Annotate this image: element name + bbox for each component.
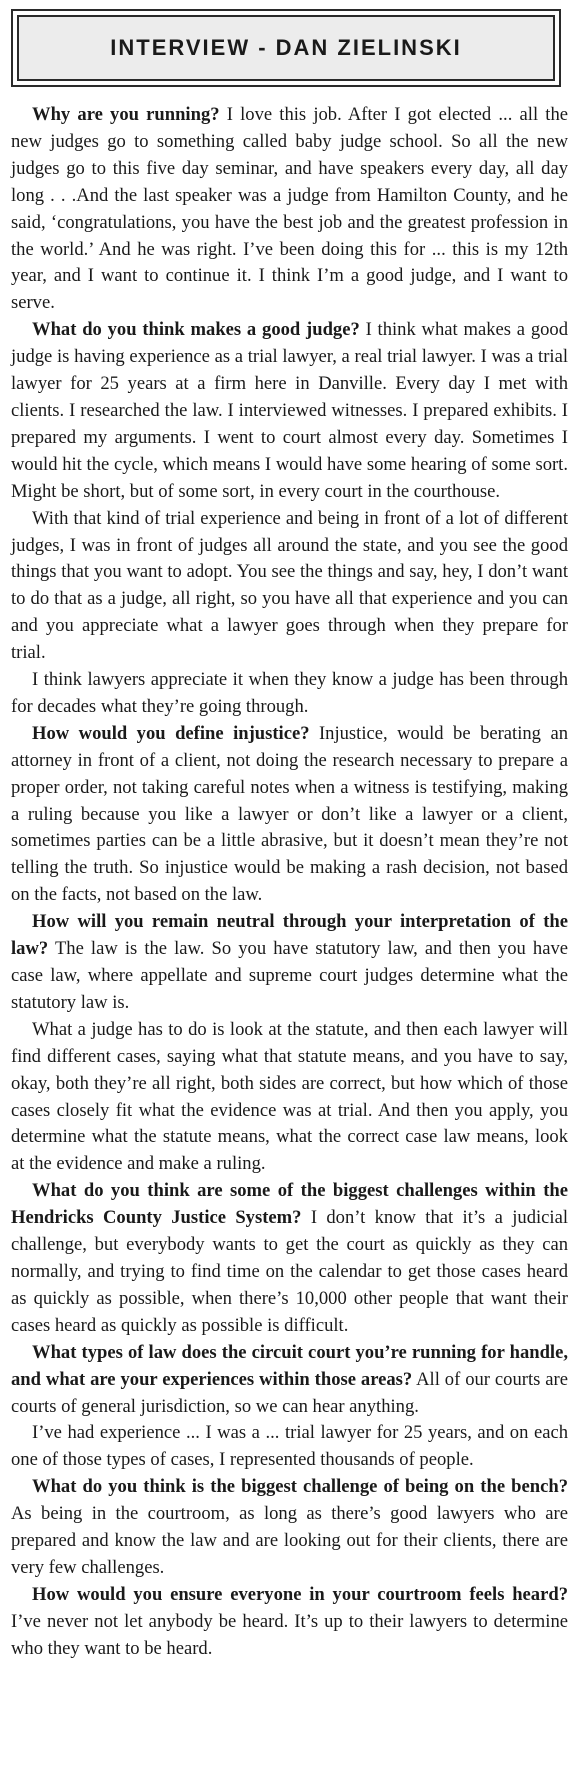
question: What do you think are some of the biggest challenges within the Hendricks County Justice System? <box>11 1180 568 1229</box>
question: What do you think is the biggest challenge of being on the bench? <box>32 1476 568 1498</box>
paragraph <box>11 1474 568 1582</box>
question: What types of law does the circuit court you’re running for handle, and what are your experiences within those areas? <box>11 1341 568 1390</box>
answer: I think what makes a good judge is having experience as a trial lawyer, a real trial lawyer. I was a trial lawyer for 25 years at a firm here in Danville. Every day I met with clients. I researched the law. I interviewed witnesses. I prepared exhibits. I prepared my arguments. I went to court almost every day. Sometimes I would hit the cycle, which means I would have some hearing of some sort. Might be short, but of some sort, in every court in the courthouse. <box>11 319 569 502</box>
answer: All of our courts are courts of general jurisdiction, so we can hear anything. <box>11 1368 568 1417</box>
paragraph <box>11 1582 568 1663</box>
paragraph <box>11 1178 568 1339</box>
answer: I’ve had experience ... I was a ... trial lawyer for 25 years, and on each one of those types of cases, I represented thousands of people. <box>11 1422 568 1471</box>
question: What do you think makes a good judge? <box>32 319 360 341</box>
answer: With that kind of trial experience and being in front of a lot of different judges, I was in front of judges all around the state, and you see the good things that you want to adopt. You see the things and say, hey, I don’t want to do that as a judge, all right, so you have all that experience and you can and you appreciate what a lawyer goes through when they prepare for trial. <box>11 507 568 664</box>
answer: Injustice, would be berating an attorney in front of a client, not doing the research necessary to prepare a proper order, not taking careful notes when a witness is testifying, making a ruling because you like a lawyer or don’t like a lawyer or a client, sometimes parties can be a little abrasive, but it doesn’t mean they’re not telling the truth. So injustice would be making a rash decision, not based on the facts, not based on the law. <box>11 722 568 906</box>
paragraph <box>11 1340 568 1421</box>
paragraph <box>11 317 568 505</box>
paragraph <box>11 721 568 909</box>
answer: I’ve never not let anybody be heard. It’s up to their lawyers to determine who they want to be heard. <box>11 1610 568 1659</box>
answer: As being in the courtroom, as long as there’s good lawyers who are prepared and know the law and are looking out for their clients, there are very few challenges. <box>11 1503 568 1578</box>
article-title: INTERVIEW - DAN ZIELINSKI <box>110 35 462 60</box>
answer: I don’t know that it’s a judicial challenge, but everybody wants to get the court as quickly as they can normally, and trying to find time on the calendar to get those cases heard as quickly as possible, when there’s 10,000 other people that want their cases heard as quickly as possible is difficult. <box>11 1207 568 1336</box>
paragraph <box>11 909 568 1017</box>
title-box <box>11 9 561 87</box>
article-body <box>11 102 568 1663</box>
paragraph <box>11 667 568 721</box>
question: Why are you running? <box>32 104 220 125</box>
paragraph <box>11 1420 568 1474</box>
paragraph <box>11 1017 568 1178</box>
question: How will you remain neutral through your interpretation of the law? <box>11 911 568 960</box>
answer: I think lawyers appreciate it when they know a judge has been through for decades what they’re going through. <box>11 669 568 717</box>
title-inner-box <box>17 15 555 81</box>
answer: What a judge has to do is look at the statute, and then each lawyer will find different cases, saying what that statute means, and you have to say, okay, both they’re all right, both sides are correct, but how which of those cases closely fit what the evidence was at trial. And then you apply, you determine what the statute means, what the correct case law means, look at the evidence and make a ruling. <box>11 1018 568 1175</box>
answer: I love this job. After I got elected ... all the new judges go to something called baby judge school. So all the new judges go to this five day seminar, and have speakers every day, all day long . . .And the last speaker was a judge from Hamilton County, and he said, ‘congratulations, you have the best job and the greatest profession in the world.’ And he was right. I’ve been doing this for ... this is my 12th year, and I want to continue it. I think I’m a good judge, and I want to serve. <box>11 104 568 314</box>
question: How would you define injustice? <box>32 722 310 744</box>
paragraph <box>11 102 568 317</box>
paragraph <box>11 506 568 667</box>
question: How would you ensure everyone in your courtroom feels heard? <box>32 1583 568 1605</box>
answer: The law is the law. So you have statutory law, and then you have case law, where appellate and supreme court judges determine what the statutory law is. <box>11 938 569 1013</box>
